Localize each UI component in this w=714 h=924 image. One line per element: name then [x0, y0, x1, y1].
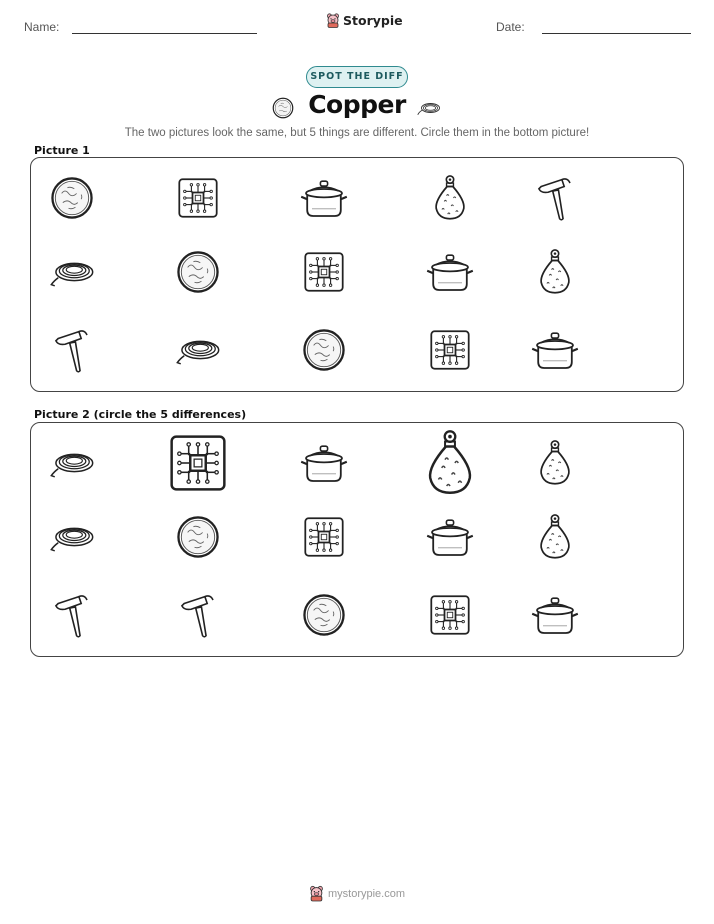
- pot-icon: [284, 158, 364, 238]
- circuit-chip-icon[interactable]: [410, 575, 490, 655]
- circuit-chip-icon: [158, 158, 238, 238]
- name-label: Name:: [24, 20, 60, 34]
- circuit-chip-icon: [284, 232, 364, 312]
- brand-name: Storypie: [343, 13, 403, 28]
- page-title: Copper: [308, 90, 406, 119]
- date-line[interactable]: [542, 33, 691, 34]
- circuit-chip-icon[interactable]: [284, 497, 364, 577]
- pig-mascot-icon: [326, 13, 340, 28]
- circuit-chip-icon: [410, 310, 490, 390]
- pig-mascot-icon: [309, 885, 324, 902]
- hammer-icon[interactable]: [158, 575, 238, 655]
- ornament-icon: [515, 232, 595, 312]
- ornament-icon: [410, 158, 490, 238]
- hammer-icon[interactable]: [32, 575, 112, 655]
- coin-icon: [158, 232, 238, 312]
- wire-coil-icon: [158, 310, 238, 390]
- footer-url: mystorypie.com: [327, 887, 406, 900]
- picture-2-label: Picture 2 (circle the 5 differences): [34, 408, 247, 421]
- wire-coil-icon[interactable]: [32, 423, 112, 503]
- ornament-icon[interactable]: [515, 497, 595, 577]
- brand-logo: [326, 13, 403, 28]
- picture-1-panel: [30, 157, 684, 392]
- coin-icon: [284, 310, 364, 390]
- ornament-large-icon[interactable]: [410, 423, 490, 503]
- pot-icon[interactable]: [410, 497, 490, 577]
- hammer-icon: [515, 158, 595, 238]
- wire-coil-icon[interactable]: [32, 497, 112, 577]
- pot-icon: [515, 310, 595, 390]
- instructions: The two pictures look the same, but 5 things are different. Circle them in the bottom picture!: [124, 127, 590, 139]
- pot-icon: [410, 232, 490, 312]
- pot-icon[interactable]: [515, 575, 595, 655]
- wire-coil-icon: [32, 232, 112, 312]
- hammer-icon: [32, 310, 112, 390]
- ornament-icon[interactable]: [515, 423, 595, 503]
- copper-wire-coil-icon: [414, 93, 444, 128]
- picture-2-panel[interactable]: [30, 422, 684, 657]
- pot-icon[interactable]: [284, 423, 364, 503]
- circuit-chip-large-icon[interactable]: [158, 423, 238, 503]
- coin-icon[interactable]: [284, 575, 364, 655]
- spot-the-diff-badge: SPOT THE DIFF: [306, 66, 408, 88]
- picture-1-label: Picture 1: [34, 144, 90, 157]
- date-label: Date:: [496, 20, 525, 34]
- footer: [0, 885, 714, 902]
- coin-icon[interactable]: [158, 497, 238, 577]
- coin-icon: [32, 158, 112, 238]
- name-line[interactable]: [72, 33, 257, 34]
